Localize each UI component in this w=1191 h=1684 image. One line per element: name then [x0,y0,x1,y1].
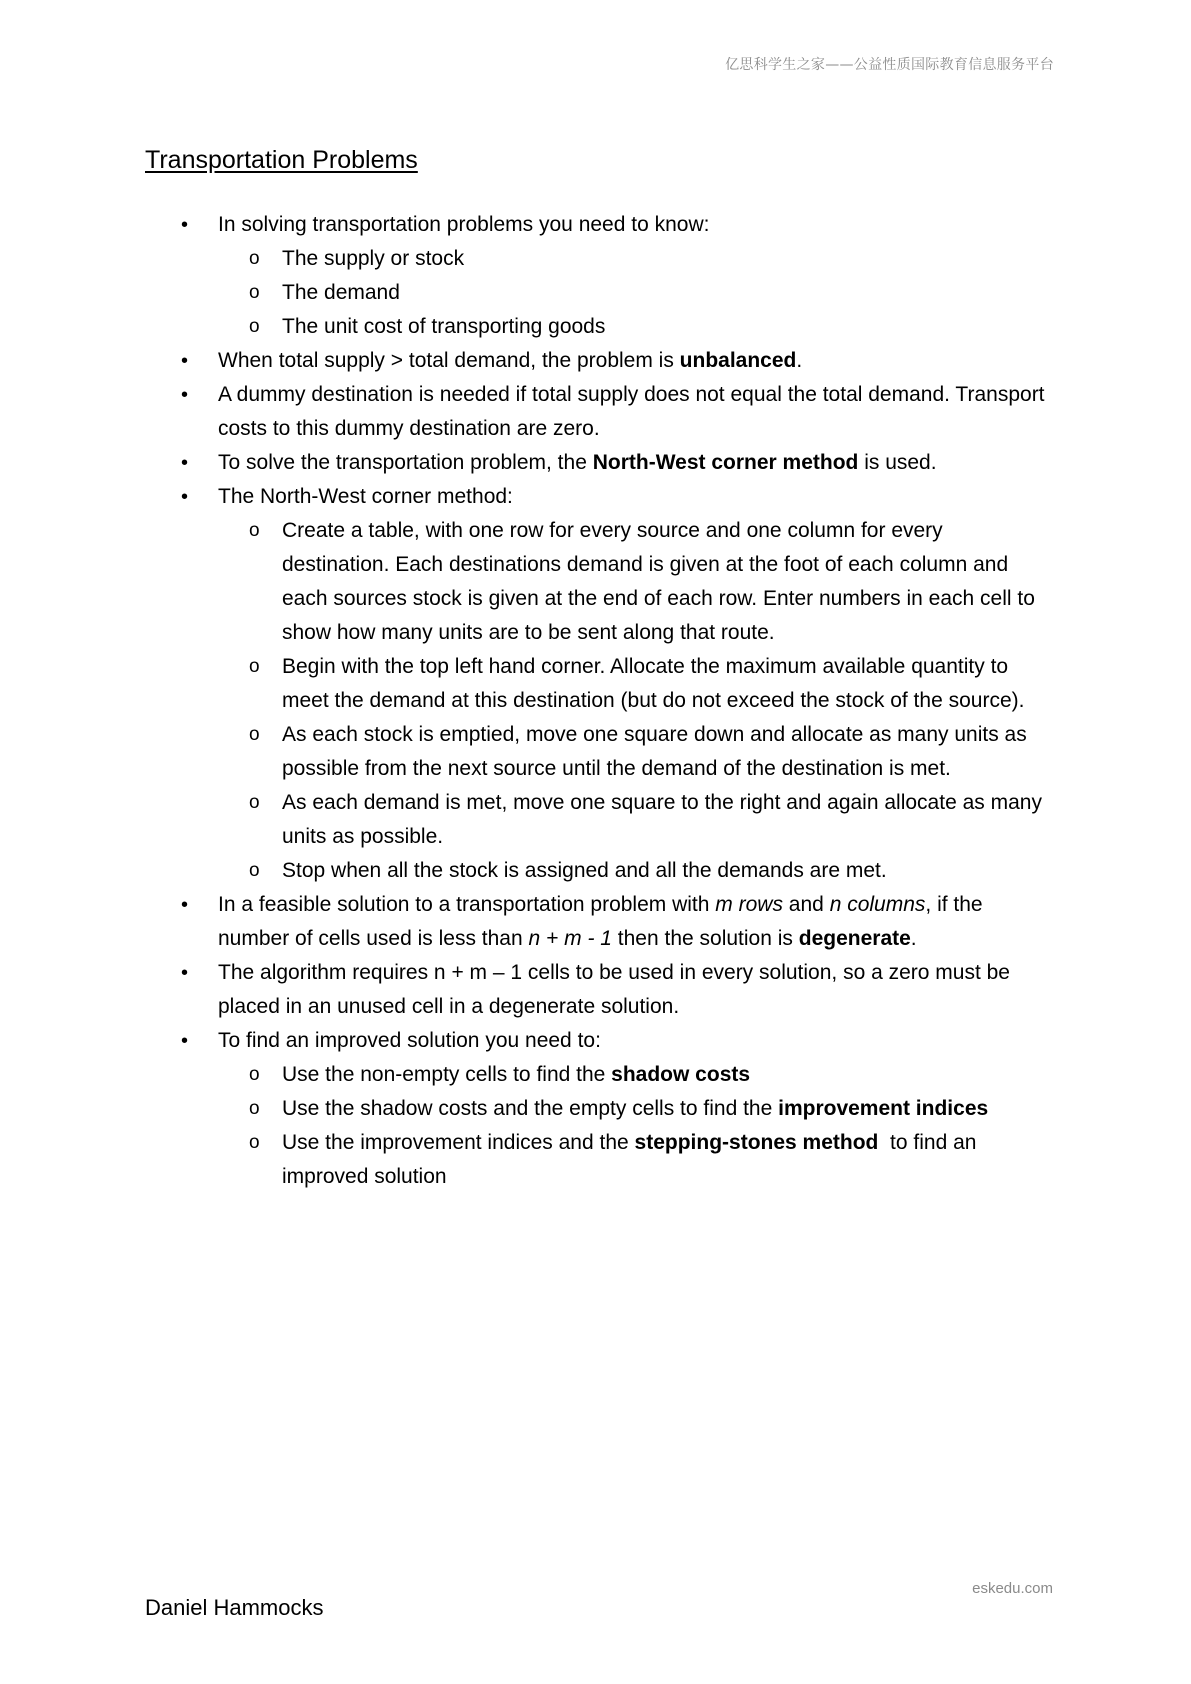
bullet-solve-method: • To solve the transportation problem, the North-West corner method is used. [145,446,1055,480]
nwc-steps-list [218,514,1055,888]
bullet-feasible-solution: • In a feasible solution to a transportation problem with m rows and n columns, if the number of cells used is less than n + m - 1 then the solution is degenerate. [145,888,1055,956]
sub-bullet-demand: o The demand [218,276,1055,310]
sub-bullet-supply: o The supply or stock [218,242,1055,276]
header-site-tagline: 亿思科学生之家——公益性质国际教育信息服务平台 [725,57,1054,73]
sub-bullet-unit-cost: o The unit cost of transporting goods [218,310,1055,344]
nwc-step: o Stop when all the stock is assigned and all the demands are met. [218,854,1055,888]
nwc-step: o As each stock is emptied, move one square down and allocate as many units as possible from the next source until the demand of the destination is met. [218,718,1055,786]
main-bullet-list [145,208,1055,1194]
improve-label: To find an improved solution you need to: [218,1029,601,1052]
nwc-step: o Begin with the top left hand corner. Allocate the maximum available quantity to meet the demand at this destination (but do not exceed the stock of the source). [218,650,1055,718]
bullet-improve [145,1024,1055,1194]
footer-site-watermark: eskedu.com [972,1580,1053,1597]
term-north-west-corner: North-West corner method [592,451,859,474]
term-unbalanced: unbalanced [679,349,797,372]
bullet-nwc-method [145,480,1055,888]
sub-bullet-improvement-indices: o Use the shadow costs and the empty cells to find the improvement indices [218,1092,1055,1126]
bullet-intro [145,208,1055,344]
nwc-label: The North-West corner method: [218,485,513,508]
bullet-dummy-destination: • A dummy destination is needed if total supply does not equal the total demand. Transport costs to this dummy destination are zero. [145,378,1055,446]
nwc-step: o Create a table, with one row for every source and one column for every destination. Each destinations demand is given at the foot of each column and each sources stock is given at the end of each row. Enter numbers in each cell to show how many units are to be sent along that route. [218,514,1055,650]
page-title: Transportation Problems [145,146,418,174]
term-degenerate: degenerate [798,927,911,950]
improve-sublist [218,1058,1055,1194]
bullet-algorithm: • The algorithm requires n + m – 1 cells to be used in every solution, so a zero must be placed in an unused cell in a degenerate solution. [145,956,1055,1024]
nwc-step: o As each demand is met, move one square to the right and again allocate as many units as possible. [218,786,1055,854]
intro-label: In solving transportation problems you need to know: [218,213,710,236]
intro-sublist [218,242,1055,344]
author-name: Daniel Hammocks [145,1595,324,1620]
bullet-unbalanced: • When total supply > total demand, the problem is unbalanced. [145,344,1055,378]
sub-bullet-stepping-stones: o Use the improvement indices and the stepping-stones method to find an improved solution [218,1126,1055,1194]
sub-bullet-shadow-costs: o Use the non-empty cells to find the shadow costs [218,1058,1055,1092]
notes-content [145,208,1055,1194]
